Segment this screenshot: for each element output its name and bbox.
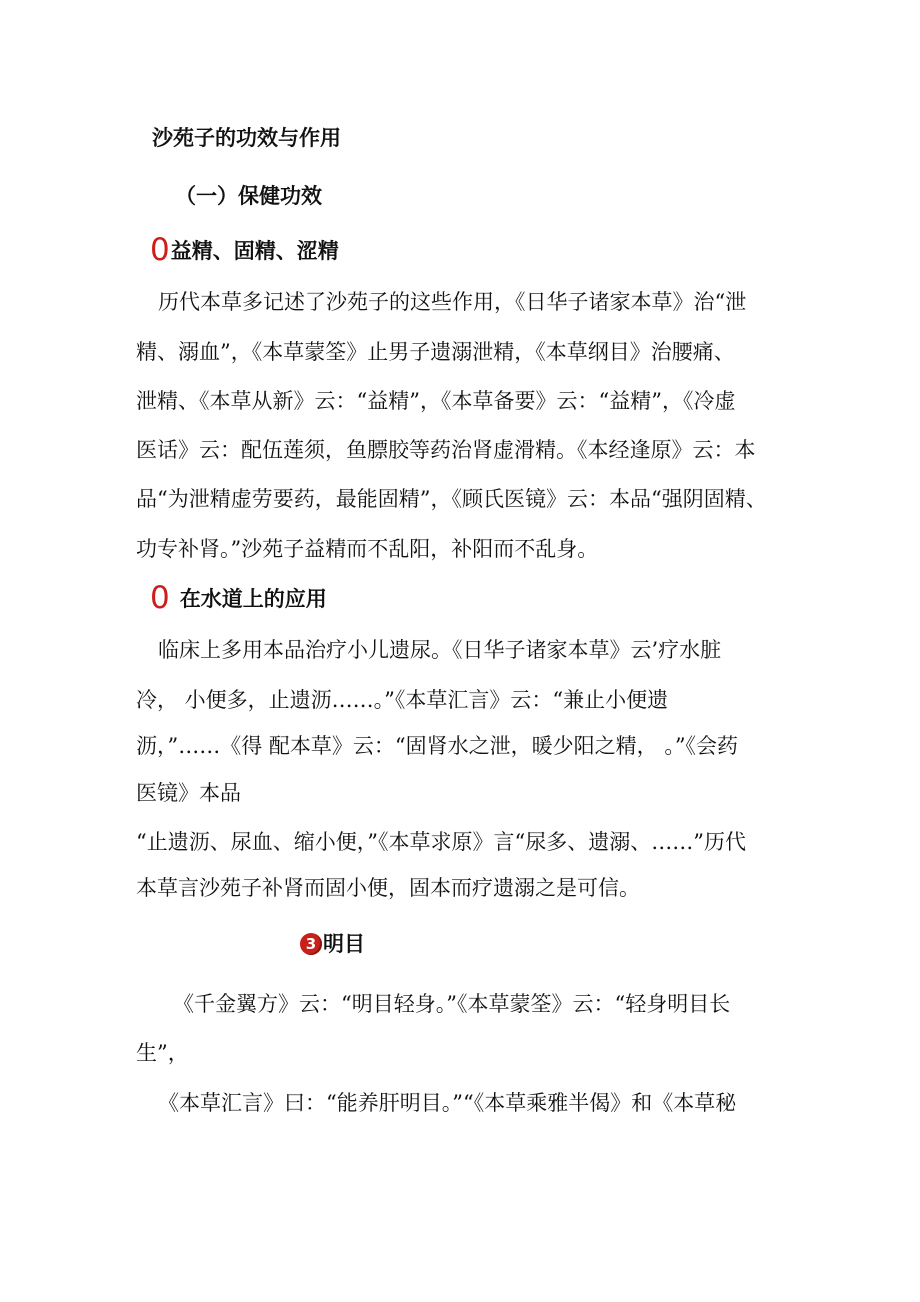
paragraph-line: 功专补肾。”沙苑子益精而不乱阳，补阳而不乱身。 [136, 537, 599, 561]
paragraph-line: 医话》云：配伍莲须，鱼膘胶等药治肾虚滑精。《本经逢原》云：本 [136, 438, 756, 462]
paragraph-line: 本草言沙苑子补肾而固小便，固本而疗遗溺之是可信。 [136, 876, 640, 900]
section3-heading-text: 明目 [323, 932, 365, 956]
section2-heading [150, 580, 327, 616]
document-title: 沙苑子的功效与作用 [152, 126, 341, 150]
paragraph-line: “止遗沥、尿血、缩小便，”《本草求原》言“尿多、遗溺、……”历代 [136, 830, 746, 854]
section1-heading [150, 232, 339, 268]
paragraph-line: 品“为泄精虚劳要药，最能固精”，《顾氏医镜》云：本品“强阴固精、 [136, 487, 767, 511]
section2-heading-text: 在水道上的应用 [179, 587, 327, 611]
section3-number-badge: 3 [300, 933, 322, 955]
section1-heading-text: 益精、固精、涩精 [170, 239, 339, 263]
paragraph-line: 历代本草多记述了沙苑子的这些作用，《日华子诸家本草》治“泄 [158, 290, 747, 314]
paragraph-line: 《本草汇言》曰：“能养肝明目。”“《本草乘雅半偈》和《本草秘 [158, 1091, 737, 1115]
paragraph-line: 精、溺血”，《本草蒙筌》止男子遗溺泄精，《本草纲目》治腰痛、 [136, 340, 735, 364]
section3-heading [300, 928, 365, 958]
paragraph-line: 医镜》本品 [136, 781, 241, 805]
section1-number: 0 [150, 232, 170, 268]
paragraph-line: 《千金翼方》云：“明目轻身。”《本草蒙筌》云：“轻身明目长 [173, 992, 731, 1016]
section-subtitle: （一）保健功效 [175, 184, 322, 208]
section2-number: 0 [150, 580, 170, 616]
paragraph-line: 冷， 小便多，止遗沥……。”《本草汇言》云：“兼止小便遗 [136, 688, 669, 712]
paragraph-line: 生”， [136, 1041, 189, 1065]
paragraph-line: 泄精、《本草从新》云：“益精”，《本草备要》云：“益精”，《冷虚 [136, 389, 736, 413]
paragraph-line: 沥，”……《得 配本草》云：“固肾水之泄，暖少阳之精， 。”《会药 [136, 734, 739, 758]
paragraph-line: 临床上多用本品治疗小儿遗尿。《日华子诸家本草》云’疗水脏 [158, 638, 722, 662]
